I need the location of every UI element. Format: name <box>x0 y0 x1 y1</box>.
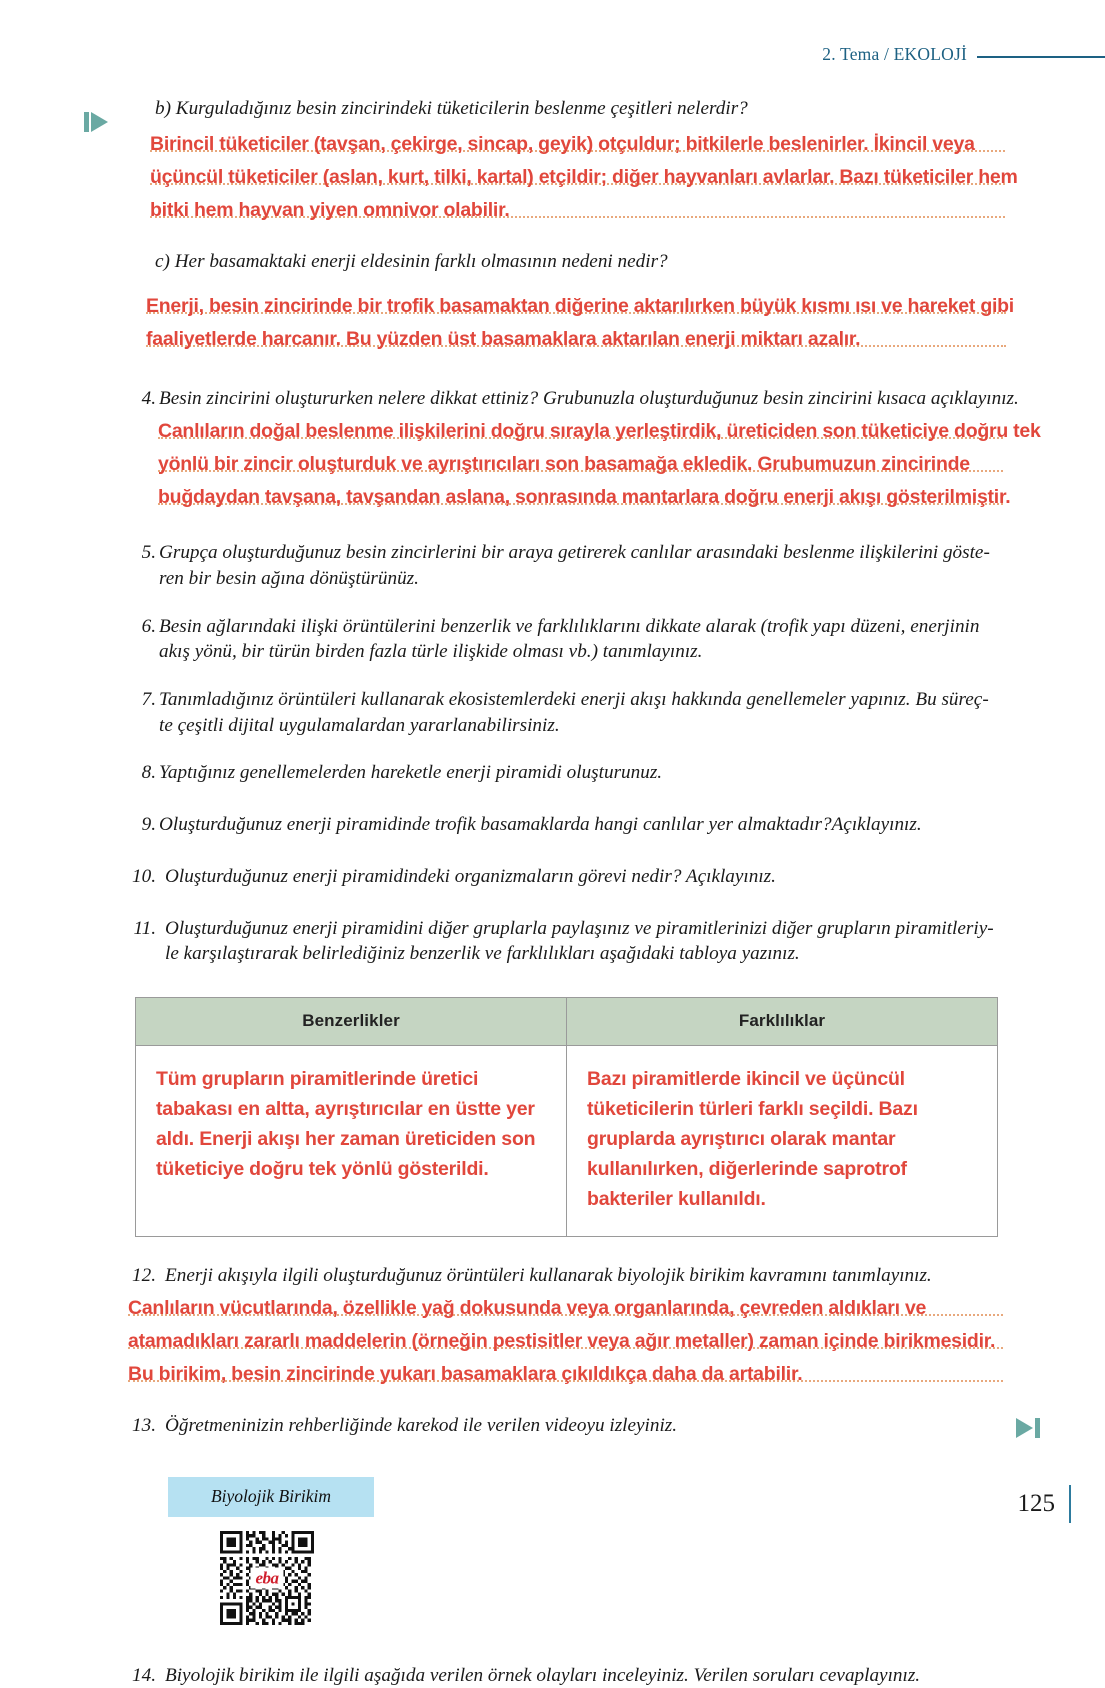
question-12 <box>128 1263 1058 1289</box>
answer-12-line-3: Bu birikim, besin zincirinde yukarı basamaklara çıkıldıkça daha da artabilir. <box>128 1358 1105 1391</box>
question-6 <box>128 614 1058 665</box>
qr-code[interactable] <box>220 1531 314 1625</box>
answer-4-line-3: buğdaydan tavşana, tavşandan aslana, sonrasında mantarlara doğru enerji akışı gösterilmiştir. <box>158 481 1105 514</box>
comparison-table <box>135 997 998 1237</box>
answer-12-line-2: atamadıkları zararlı maddelerin (örneğin pestisitler veya ağır metaller) zaman içinde birikmesidir. <box>128 1325 1105 1358</box>
question-7-line-1: Tanımladığınız örüntüleri kullanarak ekosistemlerdeki enerji akışı hakkında genellemeler yapınız. Bu süreç- <box>159 689 989 710</box>
answer-12-line-1: Canlıların vücutlarında, özellikle yağ dokusunda veya organlarında, çevreden aldıkları ve <box>128 1292 1105 1325</box>
question-12-text: Enerji akışıyla ilgili oluşturduğunuz örüntüleri kullanarak biyolojik birikim kavramını tanımlayınız. <box>165 1265 932 1286</box>
answer-12 <box>128 1292 1105 1391</box>
table-header-farkliliklar: Farklılıklar <box>567 998 998 1046</box>
table-cell-farkliliklar[interactable] <box>567 1046 998 1237</box>
question-5-number: 5. <box>128 540 156 566</box>
answer-4-line-1: Canlıların doğal beslenme ilişkilerini doğru sırayla yerleştirdik, üreticiden son tüketiciye doğru tek <box>158 415 1105 448</box>
question-9-number: 9. <box>128 812 156 838</box>
question-10-line-1: Oluşturduğunuz enerji piramidindeki organizmaların görevi nedir? Açıklayınız. <box>165 866 776 887</box>
question-10-number: 10. <box>122 864 156 890</box>
question-11-line-1: Oluşturduğunuz enerji piramidini diğer gruplarla paylaşınız ve piramitlerinizi diğer grupların piramitleriy- <box>165 918 994 939</box>
answer-c <box>146 290 1105 356</box>
question-9-line-1: Oluşturduğunuz enerji piramidinde trofik basamaklarda hangi canlılar yer almaktadır?Açıklayınız. <box>159 814 922 835</box>
question-4-text: Besin zincirini oluştururken nelere dikkat ettiniz? Grubunuzla oluşturduğunuz besin zincirini kısaca açıklayınız. <box>159 388 1019 409</box>
question-11-number: 11. <box>122 916 156 942</box>
question-4 <box>128 386 1058 412</box>
question-13 <box>128 1413 1058 1439</box>
question-5 <box>128 540 1058 591</box>
question-14 <box>128 1663 1058 1688</box>
question-6-number: 6. <box>128 614 156 640</box>
question-11-line-2: le karşılaştırarak belirlediğiniz benzerlik ve farklılıkları aşağıdaki tabloya yazınız. <box>165 943 800 964</box>
question-5-line-2: ren bir besin ağına dönüştürünüz. <box>159 568 419 589</box>
answer-c-line-1: Enerji, besin zincirinde bir trofik basamaktan diğerine aktarılırken büyük kısmı ısı ve hareket gibi <box>146 290 1105 323</box>
question-8-number: 8. <box>128 760 156 786</box>
answer-b-line-3: bitki hem hayvan yiyen omnivor olabilir. <box>150 194 1105 227</box>
answer-b-line-2: üçüncül tüketiciler (aslan, kurt, tilki, kartal) etçildir; diğer hayvanları avlarlar. Bazı tüketiciler hem <box>150 161 1105 194</box>
table-header-benzerlikler: Benzerlikler <box>136 998 567 1046</box>
question-b: b) Kurguladığınız besin zincirindeki tüketicilerin beslenme çeşitleri nelerdir? <box>155 96 1055 122</box>
answer-b <box>150 128 1105 227</box>
footer-rule <box>1069 1485 1071 1523</box>
table-cell-farkliliklar-text: Bazı piramitlerde ikincil ve üçüncül tüketicilerin türleri farklı seçildi. Bazı gruplarda ayrıştırıcı olarak mantar kullanılırken, diğerlerinde saprotrof bakteriler kullanıldı. <box>587 1064 977 1214</box>
page-content <box>0 96 1105 1688</box>
page-number: 125 <box>1018 1490 1056 1518</box>
question-12-number: 12. <box>122 1263 156 1289</box>
question-8 <box>128 760 1058 786</box>
question-6-line-2: akış yönü, bir türün birden fazla türle ilişkide olması vb.) tanımlayınız. <box>159 641 702 662</box>
table-row <box>136 1046 998 1237</box>
question-7 <box>128 687 1058 738</box>
eba-logo: eba <box>250 1567 283 1588</box>
answer-4-line-2: yönlü bir zincir oluşturduk ve ayrıştırıcıları son basamağa ekledik. Grubumuzun zincirinde <box>158 448 1105 481</box>
question-10 <box>128 864 1058 890</box>
question-13-number: 13. <box>122 1413 156 1439</box>
question-6-line-1: Besin ağlarındaki ilişki örüntülerini benzerlik ve farklılıklarını dikkate alarak (trofik yapı düzeni, enerjinin <box>159 616 979 637</box>
karekod-label: Biyolojik Birikim <box>168 1477 374 1517</box>
header-rule <box>977 56 1105 58</box>
question-13-line-1: Öğretmeninizin rehberliğinde karekod ile verilen videoyu izleyiniz. <box>165 1415 677 1436</box>
question-9 <box>128 812 1058 838</box>
page-footer <box>0 1485 1105 1523</box>
table-cell-benzerlikler[interactable] <box>136 1046 567 1237</box>
header-title: 2. Tema / EKOLOJİ <box>822 44 967 65</box>
question-11 <box>128 916 1058 967</box>
table-cell-benzerlikler-text: Tüm grupların piramitlerinde üretici tabakası en altta, ayrıştırıcılar en üstte yer aldı. Enerji akışı her zaman üreticiden son tüketiciye doğru tek yönlü gösterildi. <box>156 1064 546 1184</box>
question-5-line-1: Grupça oluşturduğunuz besin zincirlerini bir araya getirerek canlılar arasındaki beslenme ilişkilerini göste- <box>159 542 990 563</box>
question-7-line-2: te çeşitli dijital uygulamalardan yararlanabilirsiniz. <box>159 715 560 736</box>
question-7-number: 7. <box>128 687 156 713</box>
answer-c-line-2: faaliyetlerde harcanır. Bu yüzden üst basamaklara aktarılan enerji miktarı azalır. <box>146 323 1105 356</box>
table-header-row <box>136 998 998 1046</box>
question-14-number: 14. <box>122 1663 156 1688</box>
question-c: c) Her basamaktaki enerji eldesinin farklı olmasının nedeni nedir? <box>155 249 1055 275</box>
section-start-marker-icon <box>84 112 108 132</box>
section-end-marker-icon <box>1016 1418 1040 1438</box>
answer-b-line-1: Birincil tüketiciler (tavşan, çekirge, sincap, geyik) otçuldur; bitkilerle beslenirler. İkincil veya <box>150 128 1105 161</box>
answer-4 <box>158 415 1105 514</box>
question-14-line-1: Biyolojik birikim ile ilgili aşağıda verilen örnek olayları inceleyiniz. Verilen soruları cevaplayınız. <box>165 1665 920 1686</box>
question-4-number: 4. <box>128 386 156 412</box>
page-header <box>685 44 1105 65</box>
question-8-line-1: Yaptığınız genellemelerden hareketle enerji piramidi oluşturunuz. <box>159 762 662 783</box>
